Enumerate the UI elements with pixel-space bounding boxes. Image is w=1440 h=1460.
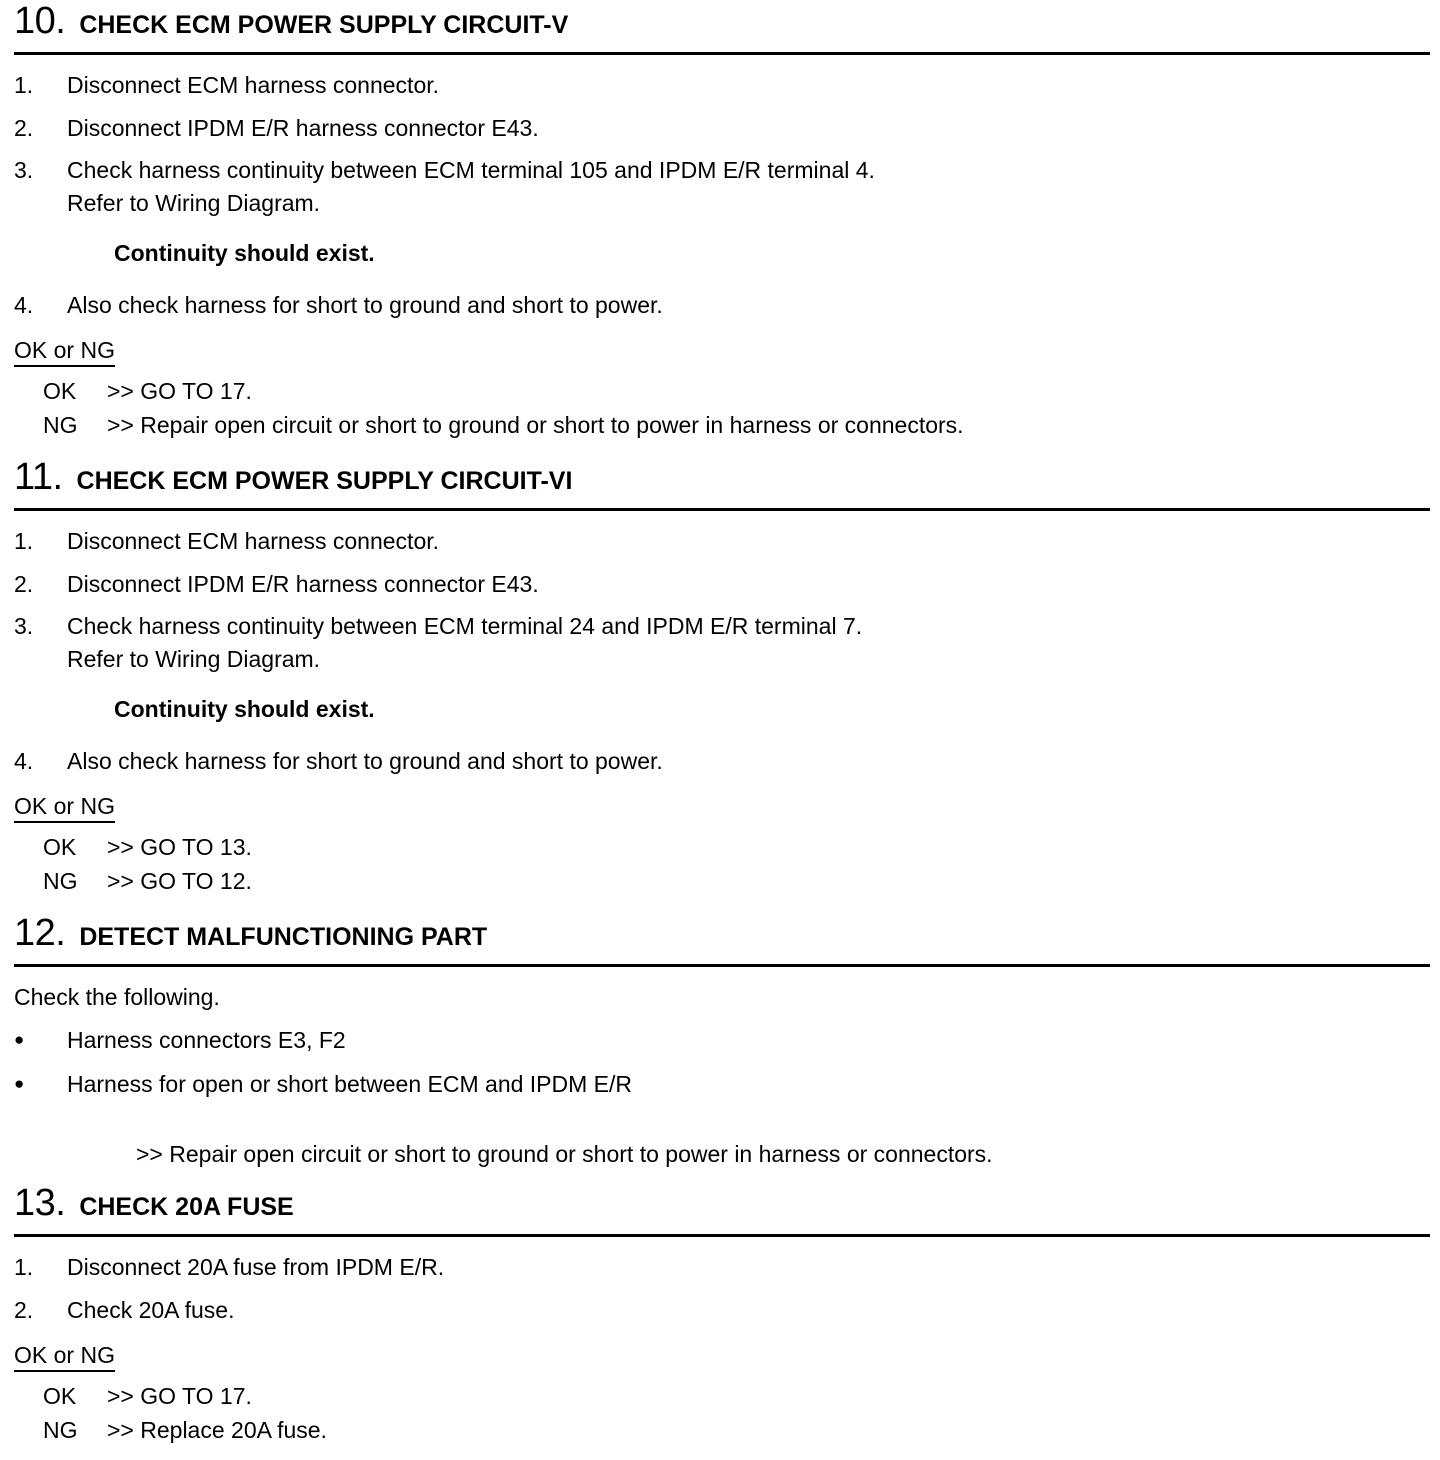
list-item: [14, 1068, 1430, 1101]
spacer: [14, 442, 1430, 456]
result-label-ok: OK: [43, 378, 77, 405]
result-row: [14, 1414, 1430, 1447]
result-label-ng: NG: [43, 411, 78, 438]
section-11-emphasis: Continuity should exist.: [114, 695, 375, 722]
list-item-text: Disconnect ECM harness connector.: [67, 527, 440, 554]
section-10-header: [14, 0, 1430, 40]
section-13-judgement-label: OK or NG: [14, 1342, 115, 1372]
list-item-number: 1.: [14, 1253, 34, 1280]
result-action-ng: >> Replace 20A fuse.: [107, 1416, 327, 1443]
result-label-ng: NG: [43, 1416, 78, 1443]
section-11: [14, 456, 1430, 898]
list-item-text: Harness for open or short between ECM and IPDM E/R: [67, 1071, 633, 1098]
list-item-text: Also check harness for short to ground and short to power.: [67, 747, 663, 774]
result-row: [14, 375, 1430, 408]
list-item: [14, 1024, 1430, 1057]
result-row: [14, 409, 1430, 442]
list-item-number: 1.: [14, 527, 34, 554]
result-row: [14, 865, 1430, 898]
section-12-action: >> Repair open circuit or short to ground or short to power in harness or connectors.: [136, 1140, 993, 1167]
section-10-emphasis: Continuity should exist.: [114, 239, 375, 266]
bullet-icon: ●: [14, 1029, 25, 1049]
spacer: [14, 898, 1430, 912]
result-action-ng: >> Repair open circuit or short to ground or short to power in harness or connectors.: [107, 411, 964, 438]
list-item: [14, 525, 1430, 558]
section-11-number: 11.: [14, 455, 63, 498]
result-label-ok: OK: [43, 834, 77, 861]
section-12: [14, 912, 1430, 1168]
list-item-text: Disconnect ECM harness connector.: [67, 72, 440, 98]
list-item-text: Disconnect 20A fuse from IPDM E/R.: [67, 1253, 445, 1280]
list-item-text: Harness connectors E3, F2: [67, 1026, 346, 1053]
section-10-judgement-label: OK or NG: [14, 337, 115, 367]
result-label-ok: OK: [43, 1383, 77, 1410]
result-action-ok: >> GO TO 17.: [107, 378, 252, 405]
list-item: [14, 1294, 1430, 1327]
section-13: [14, 1182, 1430, 1447]
list-item-number: 4.: [14, 291, 34, 318]
section-11-title: CHECK ECM POWER SUPPLY CIRCUIT-VI: [76, 466, 573, 495]
list-item-text: Check harness continuity between ECM terminal 105 and IPDM E/R terminal 4.: [67, 157, 875, 184]
list-item-text-continued: Refer to Wiring Diagram.: [67, 189, 321, 216]
section-10: [14, 0, 1430, 442]
section-12-body: [14, 967, 1430, 1168]
section-11-header: [14, 456, 1430, 496]
result-action-ok: >> GO TO 17.: [107, 1383, 252, 1410]
list-item: [14, 289, 1430, 322]
result-action-ng: >> GO TO 12.: [107, 867, 252, 894]
bullet-icon: ●: [14, 1074, 25, 1094]
result-row: [14, 1380, 1430, 1413]
list-item-text: Disconnect IPDM E/R harness connector E43.: [67, 114, 539, 141]
list-item: [14, 69, 1430, 102]
section-10-title: CHECK ECM POWER SUPPLY CIRCUIT-V: [79, 11, 569, 39]
list-item-number: 2.: [14, 1296, 34, 1323]
list-item: [14, 568, 1430, 601]
list-item: [14, 610, 1430, 675]
section-13-body: [14, 1237, 1430, 1447]
section-12-header: [14, 912, 1430, 952]
section-12-title: DETECT MALFUNCTIONING PART: [79, 922, 488, 951]
list-item-text: Also check harness for short to ground and short to power.: [67, 291, 663, 318]
section-10-number: 10.: [14, 0, 66, 42]
result-row: [14, 831, 1430, 864]
list-item-text: Check harness continuity between ECM terminal 24 and IPDM E/R terminal 7.: [67, 613, 863, 640]
list-item: [14, 745, 1430, 778]
result-label-ng: NG: [43, 867, 78, 894]
section-13-header: [14, 1182, 1430, 1222]
section-12-intro: Check the following.: [14, 983, 220, 1010]
list-item-text: Check 20A fuse.: [67, 1296, 235, 1323]
list-item: [14, 112, 1430, 145]
list-item: [14, 154, 1430, 219]
list-item-text-continued: Refer to Wiring Diagram.: [67, 645, 321, 672]
result-action-ok: >> GO TO 13.: [107, 834, 252, 861]
list-item-text: Disconnect IPDM E/R harness connector E43.: [67, 570, 539, 597]
section-13-number: 13.: [14, 1181, 66, 1224]
section-11-body: [14, 511, 1430, 898]
list-item-number: 4.: [14, 747, 34, 774]
section-11-judgement-label: OK or NG: [14, 793, 115, 823]
list-item: [14, 1251, 1430, 1284]
section-10-body: [14, 55, 1430, 442]
list-item-number: 1.: [14, 72, 34, 98]
list-item-number: 2.: [14, 570, 34, 597]
section-13-title: CHECK 20A FUSE: [79, 1192, 294, 1221]
list-item-number: 3.: [14, 613, 34, 640]
list-item-number: 2.: [14, 114, 34, 141]
list-item-number: 3.: [14, 157, 34, 184]
section-12-number: 12.: [14, 911, 66, 954]
